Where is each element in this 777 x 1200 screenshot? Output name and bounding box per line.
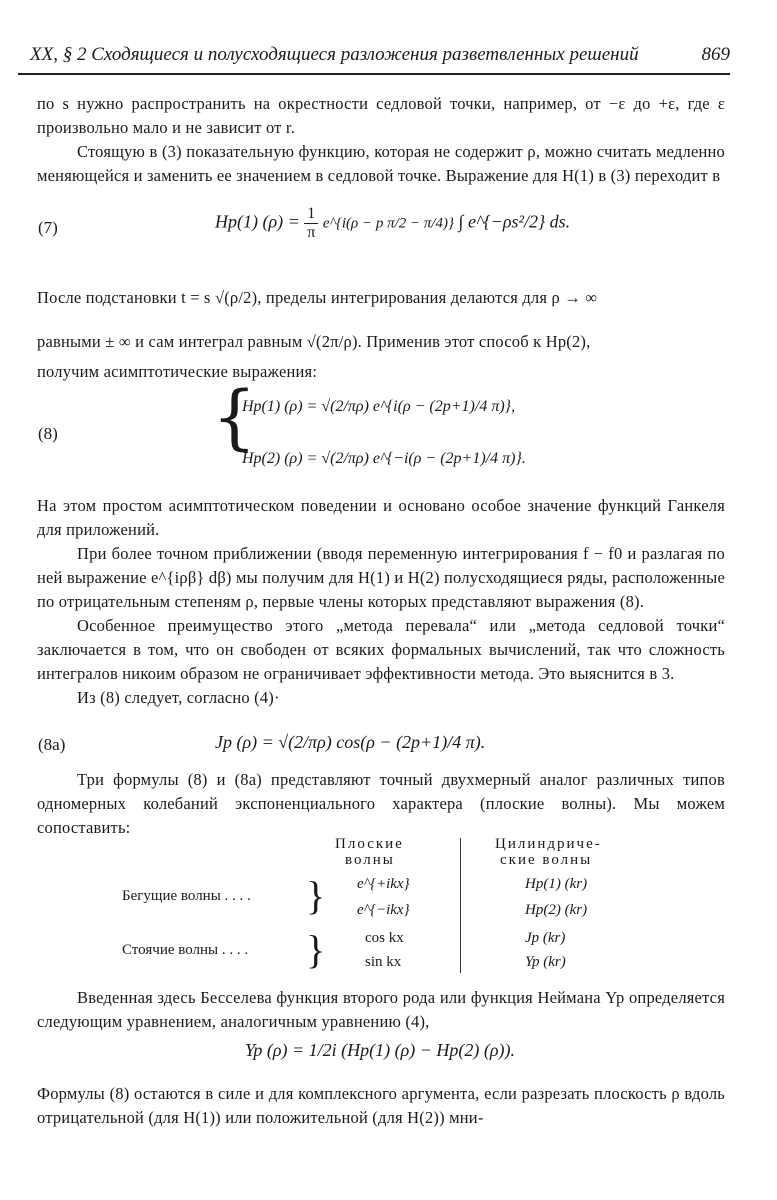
equation-number-7: (7) [38,218,58,237]
paragraph-7: При более точном приближении (вводя переменную интегрирования f − f0 и разлагая по ней выражение e^{iρβ} dβ) мы получим для H(1) и H(2) полусходящиеся ряды, расположенные по отрицательным степеням ρ, первые члены которых представляют выражения (8). [37,544,725,611]
cell-e-plus: e^{+ikx} [357,876,410,892]
equation-7 [215,205,570,242]
equation-number-8a: (8а) [38,735,66,754]
paragraph-10: Три формулы (8) и (8а) представляют точный двухмерный аналог различных типов одномерных колебаний экспоненциального характера (плоские волны). Мы можем сопоставить: [37,770,725,837]
cell-h1: Hp(1) (kr) [525,876,588,892]
paragraph-12: Формулы (8) остаются в силе и для комплексного аргумента, если разрезать плоскость ρ вдоль отрицательной (для H(1)) или положительной (для H(2)) мни- [37,1084,725,1127]
col-plane-header-b: волны [345,852,395,868]
cell-sin: sin kx [365,954,402,970]
cell-h2: Hp(2) (kr) [525,902,588,918]
cell-e-minus: e^{−ikx} [357,902,410,918]
paragraph-5: получим асимптотические выражения: [37,362,318,381]
paragraph-2: Стоящую в (3) показательную функцию, которая не содержит ρ, можно считать медленно меняющейся и заменить ее значением в седловой точке. Выражение для H(1) в (3) переходит в [37,142,725,185]
eq7-fraction: $\frac{1}{\pi}$ [304,205,318,242]
running-header [30,44,730,66]
eq7-integral: ∫ e^{−ρs²/2} ds. [458,211,571,232]
cell-j: Jp (kr) [525,930,566,946]
equation-8-hankel2: Hp(2) (ρ) = √(2/πρ) e^{−i(ρ − (2p+1)/4 π)}. [242,450,526,467]
cell-y: Yp (kr) [525,954,566,970]
row-travelling-waves: Бегущие волны . . . . [122,888,251,904]
header-title: XX, § 2 Сходящиеся и полусходящиеся разложения разветвленных решений [30,44,639,65]
row-standing-waves: Стоячие волны . . . . [122,942,249,958]
paragraph-3: После подстановки t = s √(ρ/2), пределы интегрирования делаются для ρ → ∞ [37,288,598,307]
paragraph-11: Введенная здесь Бесселева функция второго рода или функция Неймана Yp определяется следующим уравнением, аналогичным уравнению (4), [37,988,725,1031]
left-brace: { [212,376,257,458]
equation-number-8: (8) [38,424,58,443]
row-travelling-brace: } [306,873,326,918]
table-divider [460,838,461,973]
col-plane-header-a: Плоские [335,836,404,852]
cell-cos: cos kx [365,930,404,946]
col-cyl-header-a: Цилиндриче- [495,836,602,852]
eq7-exponent: e^{i(ρ − p π/2 − π/4)} [322,215,455,232]
paragraph-9: Из (8) следует, согласно (4)· [77,688,280,707]
paragraph-8: Особенное преимущество этого „метода перевала“ или „метода седловой точки“ заключается в том, что он свободен от всяких формальных вычислений, так что сложность интегралов никоим образом не ограничивает эффективности метода. Это выяснится в 3. [37,616,725,683]
row-standing-brace: } [306,927,326,972]
paragraph-4: равными ± ∞ и сам интеграл равным √(2π/ρ). Применив этот способ к Hp(2), [37,332,591,351]
equation-neumann: Yp (ρ) = 1/2i (Hp(1) (ρ) − Hp(2) (ρ)). [245,1040,515,1060]
equation-8a: Jp (ρ) = √(2/πρ) cos(ρ − (2p+1)/4 π). [215,732,486,752]
header-rule [18,73,730,75]
equation-8-hankel1: Hp(1) (ρ) = √(2/πρ) e^{i(ρ − (2p+1)/4 π)}, [242,398,516,415]
col-cyl-header-b: ские волны [500,852,593,868]
paragraph-1: по s нужно распространить на окрестности седловой точки, например, от −ε до +ε, где ε произвольно мало и не зависит от r. [37,94,725,137]
paragraph-6: На этом простом асимптотическом поведении и основано особое значение функций Ганкеля для приложений. [37,496,725,539]
eq7-lhs: Hp(1) (ρ) = [215,211,300,232]
page-number: 869 [701,44,730,65]
